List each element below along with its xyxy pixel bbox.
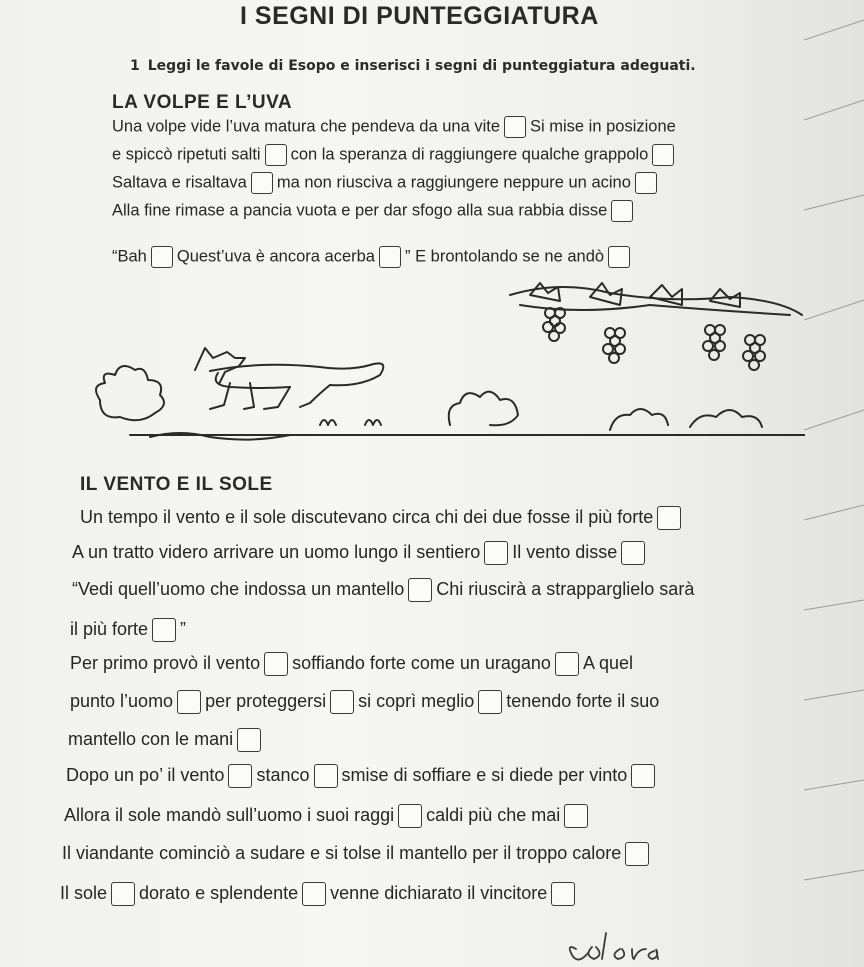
story2-line-4 <box>70 618 186 642</box>
line-text: “Bah <box>112 247 147 266</box>
punctuation-box[interactable] <box>251 172 273 194</box>
line-text: A quel <box>582 652 633 673</box>
punctuation-box[interactable] <box>551 882 575 906</box>
line-text: caldi più che mai <box>426 804 561 825</box>
line-text: Il sole <box>60 882 108 903</box>
line-text: Un tempo il vento e il sole discutevano circa chi dei due fosse il più forte <box>80 506 654 527</box>
line-text: A un tratto videro arrivare un uomo lungo il sentiero <box>72 541 481 562</box>
fox <box>195 348 383 409</box>
story2-line-9 <box>64 804 592 828</box>
punctuation-box[interactable] <box>652 144 674 166</box>
line-text: tenendo forte il suo <box>506 690 660 711</box>
line-text: Una volpe vide l’uva matura che pendeva da una vite <box>112 117 500 136</box>
story1-line-1 <box>112 116 676 138</box>
punctuation-box[interactable] <box>621 541 645 565</box>
line-text: Saltava e risaltava <box>112 173 247 192</box>
line-text: “Vedi quell’uomo che indossa un mantello <box>72 578 405 599</box>
punctuation-box[interactable] <box>264 652 288 676</box>
line-text: si coprì meglio <box>358 690 475 711</box>
line-text: Si mise in posizione <box>530 117 676 136</box>
line-text: ” E brontolando se ne andò <box>404 247 605 266</box>
punctuation-box[interactable] <box>504 116 526 138</box>
line-text: mantello con le mani <box>68 728 234 749</box>
punctuation-box[interactable] <box>564 804 588 828</box>
punctuation-box[interactable] <box>379 246 401 268</box>
punctuation-box[interactable] <box>611 200 633 222</box>
punctuation-box[interactable] <box>631 764 655 788</box>
grass-center <box>320 420 381 425</box>
ground-scribble <box>150 433 290 440</box>
line-text: Il viandante cominciò a sudare e si tolse il mantello per il troppo calore <box>62 842 622 863</box>
story2-line-10 <box>62 842 653 866</box>
bush-right-1 <box>610 409 668 430</box>
story2-line-8 <box>66 764 659 788</box>
punctuation-box[interactable] <box>555 652 579 676</box>
story2-line-2 <box>72 541 649 565</box>
punctuation-box[interactable] <box>228 764 252 788</box>
punctuation-box[interactable] <box>265 144 287 166</box>
page-title: I SEGNI DI PUNTEGGIATURA <box>240 2 599 30</box>
story2-line-6 <box>70 690 659 714</box>
punctuation-box[interactable] <box>151 246 173 268</box>
punctuation-box[interactable] <box>657 506 681 530</box>
line-text: Allora il sole mandò sull’uomo i suoi raggi <box>64 804 395 825</box>
page-edge-lines <box>804 0 864 967</box>
story1-heading: LA VOLPE E L’UVA <box>112 92 293 113</box>
story1-line-3 <box>112 172 661 194</box>
punctuation-box[interactable] <box>237 728 261 752</box>
fox-and-grapes-illustration <box>90 275 805 455</box>
punctuation-box[interactable] <box>408 578 432 602</box>
line-text: ” <box>180 618 187 639</box>
punctuation-box[interactable] <box>302 882 326 906</box>
line-text: Chi riuscirà a strapparglielo sarà <box>436 578 695 599</box>
line-text: il più forte <box>70 618 149 639</box>
punctuation-box[interactable] <box>177 690 201 714</box>
vine-branch-lower <box>520 305 790 315</box>
line-text: venne dichiarato il vincitore <box>330 882 548 903</box>
line-text: dorato e splendente <box>139 882 299 903</box>
line-text: Alla fine rimase a pancia vuota e per dar sfogo alla sua rabbia disse <box>112 201 608 220</box>
line-text: per proteggersi <box>205 690 327 711</box>
punctuation-box[interactable] <box>608 246 630 268</box>
line-text: punto l’uomo <box>70 690 174 711</box>
line-text: smise di soffiare e si diede per vinto <box>341 764 628 785</box>
grape-bunches <box>543 308 765 370</box>
handwritten-signature <box>562 925 662 967</box>
instruction-text: Leggi le favole di Esopo e inserisci i segni di punteggiatura adeguati. <box>147 58 696 74</box>
punctuation-box[interactable] <box>484 541 508 565</box>
punctuation-box[interactable] <box>478 690 502 714</box>
line-text: con la speranza di raggiungere qualche grappolo <box>290 145 649 164</box>
line-text: Per primo provò il vento <box>70 652 261 673</box>
line-text: Dopo un po’ il vento <box>66 764 225 785</box>
punctuation-box[interactable] <box>152 618 176 642</box>
line-text: soffiando forte come un uragano <box>292 652 551 673</box>
punctuation-box[interactable] <box>330 690 354 714</box>
punctuation-box[interactable] <box>314 764 338 788</box>
story1-line-5 <box>112 246 634 268</box>
story2-heading: IL VENTO E IL SOLE <box>80 474 273 495</box>
line-text: ma non riusciva a raggiungere neppure un acino <box>276 173 631 192</box>
bush-right-2 <box>690 410 762 427</box>
story1-line-2 <box>112 144 678 166</box>
punctuation-box[interactable] <box>398 804 422 828</box>
punctuation-box[interactable] <box>635 172 657 194</box>
line-text: stanco <box>256 764 310 785</box>
exercise-instruction <box>130 58 696 74</box>
story2-line-3 <box>72 578 694 602</box>
line-text: e spiccò ripetuti salti <box>112 145 261 164</box>
story2-line-11 <box>60 882 579 906</box>
story1-line-4 <box>112 200 637 222</box>
bush-left <box>96 366 164 420</box>
line-text: Il vento disse <box>512 541 618 562</box>
bush-center <box>449 392 518 426</box>
punctuation-box[interactable] <box>625 842 649 866</box>
line-text: Quest’uva è ancora acerba <box>176 247 375 266</box>
punctuation-box[interactable] <box>111 882 135 906</box>
exercise-number: 1 <box>130 58 140 74</box>
story2-line-1 <box>80 506 685 530</box>
story2-line-7 <box>68 728 265 752</box>
story2-line-5 <box>70 652 633 676</box>
